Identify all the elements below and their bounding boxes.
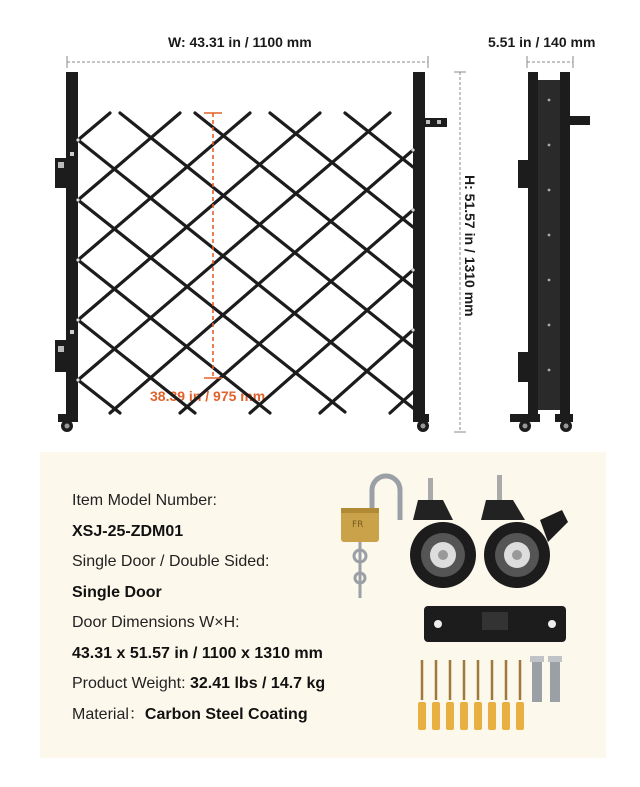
padlock-icon [341, 476, 400, 598]
mounting-plate-icon [424, 606, 566, 642]
screws-icon [422, 660, 520, 700]
caster-wheel-brake-icon [481, 475, 568, 588]
material-label: Material： [72, 705, 145, 723]
door-dimensions-label: Door Dimensions W×H: [72, 614, 240, 631]
height-dimension-label: H: 51.57 in / 1310 mm [462, 175, 478, 317]
model-number-label: Item Model Number: [72, 492, 217, 509]
wall-anchors-icon [418, 702, 524, 730]
diagonal-dimension-label: 38.39 in / 975 mm [150, 388, 266, 404]
product-weight-value: 32.41 lbs / 14.7 kg [189, 675, 326, 692]
door-type-label: Single Door / Double Sided: [72, 553, 270, 570]
product-weight-label: Product Weight: [72, 675, 190, 692]
caster-wheel-icon [410, 478, 476, 588]
door-type-value: Single Door [72, 583, 162, 601]
material-value: Carbon Steel Coating [144, 705, 308, 723]
door-dimensions-value: 43.31 x 51.57 in / 1100 x 1310 mm [72, 644, 323, 662]
model-number-value: XSJ-25-ZDM01 [72, 522, 184, 540]
expansion-bolts-icon [530, 656, 562, 702]
depth-dimension-label: 5.51 in / 140 mm [488, 34, 596, 50]
width-dimension-label: W: 43.31 in / 1100 mm [168, 34, 312, 50]
svg-text:FR: FR [352, 520, 364, 530]
